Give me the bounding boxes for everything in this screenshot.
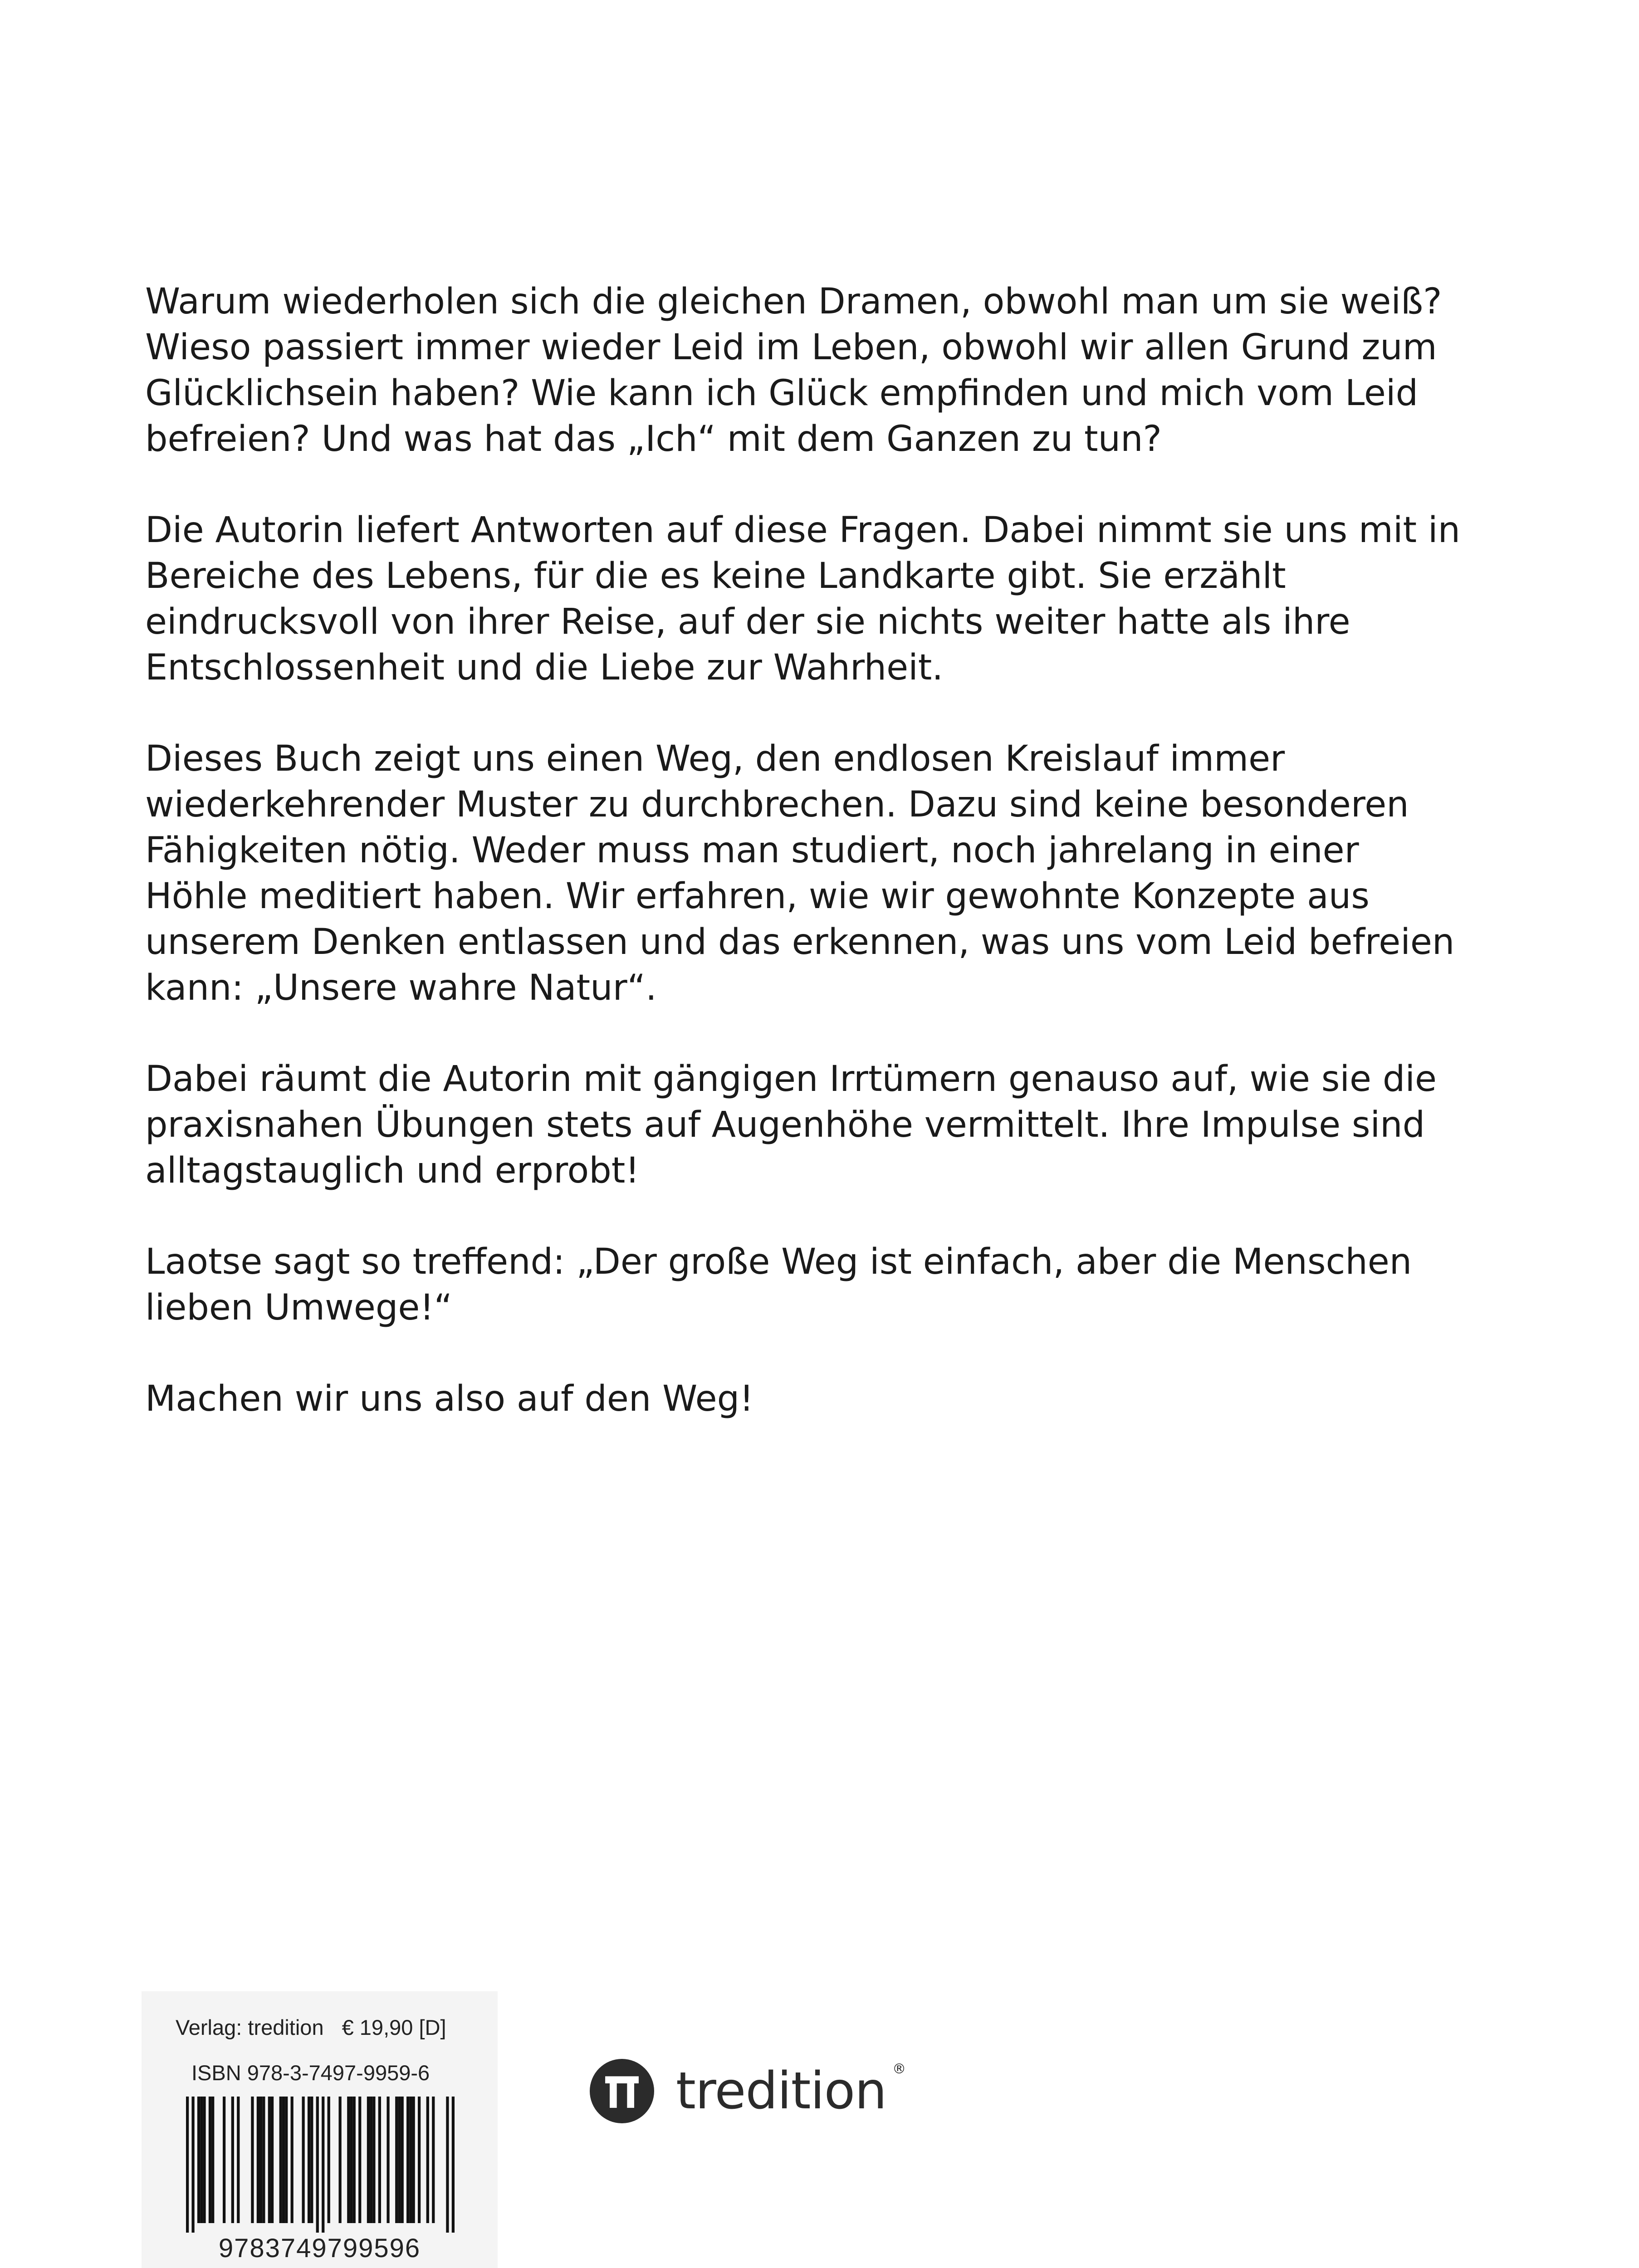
barcode-bar: [285, 2097, 288, 2223]
blurb-paragraph: Dabei räumt die Autorin mit gängigen Irrtümern genauso auf, wie sie die praxisnahen Übungen stets auf Augenhöhe vermittelt. Ihre Impulse sind alltagstauglich und erprobt!: [145, 1059, 1437, 1191]
barcode-bar: [412, 2097, 415, 2223]
barcode-bar: [316, 2097, 319, 2233]
price-label: € 19,90 [D]: [342, 2015, 446, 2039]
barcode-bar: [209, 2097, 211, 2223]
barcode-bar: [409, 2097, 412, 2223]
barcode-bar: [432, 2097, 435, 2223]
barcode-bar: [322, 2097, 324, 2233]
barcode-bar: [200, 2097, 203, 2223]
blurb-paragraph: Laotse sagt so treffend: „Der große Weg ist einfach, aber die Menschen lieben Umwege!“: [145, 1242, 1412, 1328]
barcode-bar: [203, 2097, 205, 2223]
barcode-bar: [308, 2097, 310, 2223]
barcode-bar: [310, 2097, 313, 2223]
barcode-bar: [387, 2097, 389, 2223]
barcode-bar: [262, 2097, 265, 2223]
barcode-bar: [251, 2097, 254, 2223]
logo-wordmark: [676, 2057, 906, 2125]
tredition-logo-icon: [590, 2059, 654, 2123]
barcode-bar: [271, 2097, 274, 2223]
barcode-bar: [237, 2097, 240, 2223]
barcode-bar: [446, 2097, 449, 2233]
barcode-bar: [223, 2097, 225, 2223]
barcode-bar: [358, 2097, 361, 2223]
blurb-paragraph: Machen wir uns also auf den Weg!: [145, 1378, 754, 1419]
barcode-bar: [418, 2097, 421, 2223]
barcode-digits: 9783749799596: [218, 2234, 421, 2263]
back-cover-blurb: [145, 279, 1461, 1467]
barcode-bars: [186, 2097, 455, 2233]
barcode-bar: [350, 2097, 352, 2223]
barcode-bar: [191, 2097, 194, 2233]
publisher-price-line: [176, 2015, 446, 2040]
publisher-label: Verlag: tredition: [176, 2015, 324, 2039]
publisher-logo: [590, 2057, 906, 2125]
registered-mark: ®: [892, 2061, 906, 2077]
barcode-bar: [268, 2097, 271, 2223]
barcode-bar: [395, 2097, 398, 2223]
logo-wordmark-text: tredition: [676, 2062, 887, 2121]
barcode-bar: [259, 2097, 262, 2223]
barcode-bar: [426, 2097, 429, 2223]
barcode-bar: [378, 2097, 381, 2223]
blurb-paragraph: Dieses Buch zeigt uns einen Weg, den endlosen Kreislauf immer wiederkehrender Muster zu durchbrechen. Dazu sind keine besonderen Fähigkeiten nötig. Weder muss man studiert, noch jahrelang in einer Höhle meditiert haben. Wir erfahren, wie wir gewohnte Konzepte aus unserem Denken entlassen und das erkennen, was uns vom Leid befreien kann: „Unsere wahre Natur“.: [145, 738, 1455, 1008]
barcode-bar: [406, 2097, 409, 2223]
barcode-bar: [197, 2097, 200, 2223]
barcode-bar: [291, 2097, 294, 2223]
barcode-bar: [367, 2097, 370, 2223]
barcode-bar: [372, 2097, 375, 2223]
barcode-bar: [347, 2097, 350, 2223]
barcode-bar: [328, 2097, 330, 2223]
barcode-box: [142, 1991, 498, 2268]
barcode-bar: [398, 2097, 401, 2223]
barcode-bar: [186, 2097, 189, 2233]
blurb-paragraph: Die Autorin liefert Antworten auf diese Fragen. Dabei nimmt sie uns mit in Bereiche des Lebens, für die es keine Landkarte gibt. Sie erzählt eindrucksvoll von ihrer Reise, auf der sie nichts weiter hatte als ihre Entschlossenheit und die Liebe zur Wahrheit.: [145, 510, 1461, 688]
barcode-bar: [231, 2097, 234, 2223]
barcode-bar: [353, 2097, 356, 2223]
isbn-label: ISBN 978-3-7497-9959-6: [191, 2061, 430, 2085]
barcode-bar: [302, 2097, 304, 2223]
blurb-paragraph: Warum wiederholen sich die gleichen Dramen, obwohl man um sie weiß? Wieso passiert immer wieder Leid im Leben, obwohl wir allen Grund zum Glücklichsein haben? Wie kann ich Glück empfinden und mich vom Leid befreien? Und was hat das „Ich“ mit dem Ganzen zu tun?: [145, 281, 1442, 459]
barcode-bar: [370, 2097, 372, 2223]
barcode-bar: [282, 2097, 285, 2223]
barcode-bar: [401, 2097, 404, 2223]
barcode-bar: [279, 2097, 282, 2223]
barcode-bar: [452, 2097, 455, 2233]
barcode-bar: [211, 2097, 214, 2223]
barcode-bar: [339, 2097, 342, 2223]
barcode-bar: [257, 2097, 259, 2223]
